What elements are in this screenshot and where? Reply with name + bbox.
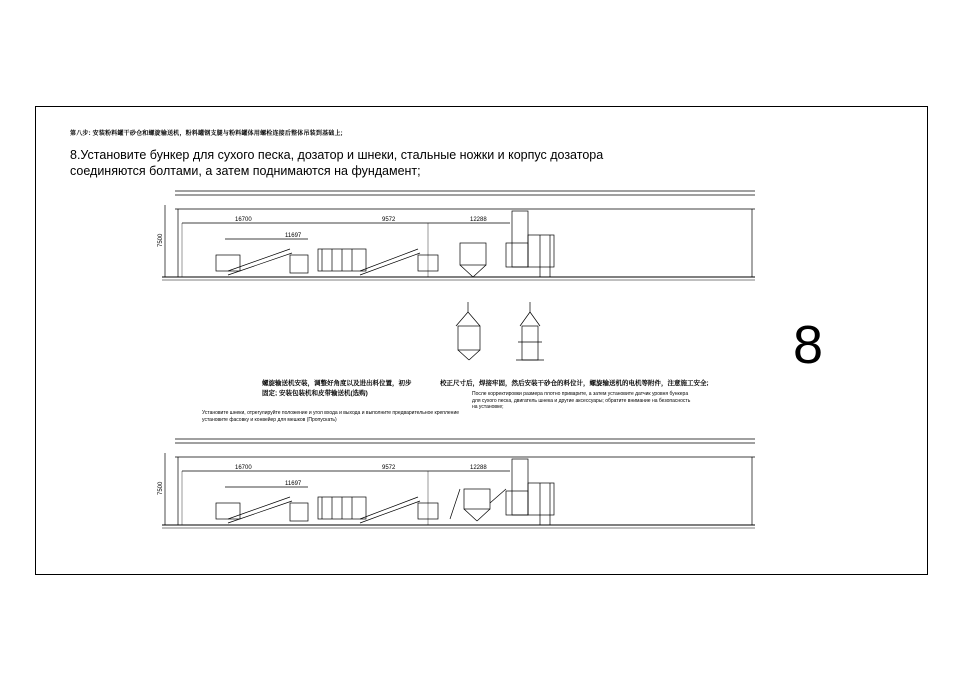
dimension-12288: 12288 xyxy=(470,465,487,471)
chinese-note-left: 螺旋输送机安装，调整好角度以及进出料位置，初步固定; 安装包装机和皮带输送机(选购) xyxy=(262,380,412,397)
height-dimension: 7500 xyxy=(158,233,164,247)
dimension-9572: 9572 xyxy=(382,217,396,223)
russian-step-instruction: 8.Установите бункер для сухого песка, дозатор и шнеки, стальные ножки и корпус дозатора соединяются болтами, а затем поднимаются на фундамент; xyxy=(70,148,604,178)
plant-elevation-drawing-top xyxy=(150,185,770,290)
dimension-16700: 16700 xyxy=(235,465,252,471)
russian-note-left: Установите шнеки, отрегулируйте положение и угол входа и выхода и выполните предварительное крепление установите фасовку и конвейер для мешков (Пропускать) xyxy=(202,410,460,423)
dimension-11697: 11697 xyxy=(285,233,302,239)
dimension-12288: 12288 xyxy=(470,217,487,223)
dimension-9572: 9572 xyxy=(382,465,396,471)
plant-elevation-drawing-bottom xyxy=(150,433,770,538)
russian-note-right: После корректировки размера плотно приварите, а затем установите датчик уровня бункера для сухого песка, двигатель шнека и другие аксессуары; обратите внимание на безопасность на установке; xyxy=(472,391,691,410)
hoisting-detail-drawing xyxy=(450,300,560,368)
dimension-11697: 11697 xyxy=(285,481,302,487)
chinese-note-right: 校正尺寸后，焊接牢固，然后安装干砂仓的料位计，螺旋输送机的电机等附件，注意施工安全; xyxy=(440,380,709,387)
chinese-step-note: 第八步: 安装粉料罐干砂仓和螺旋输送机，粉料罐钢支腿与粉料罐体用螺栓连接后整体吊装到基础上; xyxy=(70,131,343,137)
step-number: 8 xyxy=(793,315,824,375)
height-dimension: 7500 xyxy=(158,481,164,495)
dimension-16700: 16700 xyxy=(235,217,252,223)
